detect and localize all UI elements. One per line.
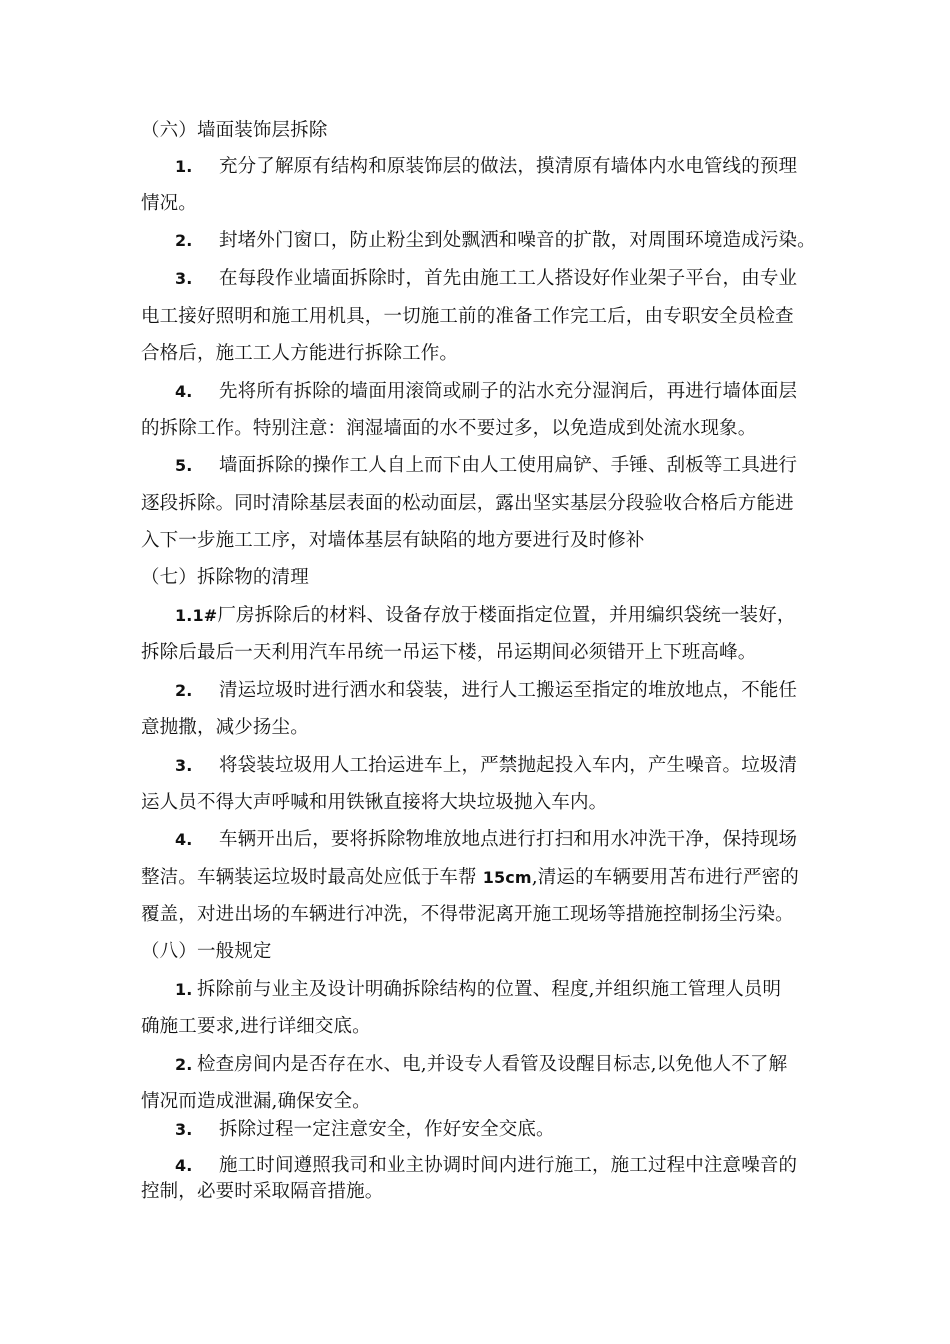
list-item-6-1 [175,154,797,180]
item-number: 2. [175,1055,193,1074]
item-text-continuation: 拆除后最后一天利用汽车吊统一吊运下楼，吊运期间必须错开上下班高峰。 [141,642,757,663]
measurement-value: 15cm [482,868,532,887]
item-text: ,清运的车辆要用苫布进行严密的 [531,867,799,888]
item-number: 2. [175,231,193,250]
section-heading-8: （八）一般规定 [141,941,272,962]
item-text-continuation: 控制，必要时采取隔音措施。 [141,1181,384,1202]
item-text-continuation: 逐段拆除。同时清除基层表面的松动面层，露出坚实基层分段验收合格后方能进 [141,493,794,514]
item-number: 1.1# [175,606,218,625]
list-item-7-3 [175,753,797,779]
item-text: 车辆开出后，要将拆除物堆放地点进行打扫和用水冲洗干净，保持现场 [219,829,798,850]
item-text: 墙面拆除的操作工人自上而下由人工使用扁铲、手锤、刮板等工具进行 [219,455,798,476]
item-text: 整洁。车辆装运垃圾时最高处应低于车帮 [141,867,477,888]
item-text-continuation: 合格后，施工工人方能进行拆除工作。 [141,343,459,364]
list-item-7-4 [175,827,797,853]
item-number: 4. [175,830,193,849]
item-text-continuation: 的拆除工作。特别注意：润湿墙面的水不要过多，以免造成到处流水现象。 [141,418,757,439]
item-number: 4. [175,1156,193,1175]
item-text-continuation: 电工接好照明和施工用机具，一切施工前的准备工作完工后，由专职安全员检查 [141,306,794,327]
list-item-6-3 [175,266,797,292]
item-text: 清运垃圾时进行洒水和袋装，进行人工搬运至指定的堆放地点，不能任 [219,680,798,701]
list-item-7-1 [175,603,796,629]
item-text: 施工时间遵照我司和业主协调时间内进行施工，施工过程中注意噪音的 [219,1155,798,1176]
item-text: 拆除前与业主及设计明确拆除结构的位置、程度,并组织施工管理人员明 [197,979,782,1000]
item-number: 1. [175,980,193,999]
section-heading-6: （六）墙面装饰层拆除 [141,120,328,141]
item-text: 充分了解原有结构和原装饰层的做法，摸清原有墙体内水电管线的预理 [219,156,798,177]
item-text-continuation [141,865,799,891]
item-text: 将袋装垃圾用人工抬运进车上，严禁抛起投入车内，产生噪音。垃圾清 [219,755,798,776]
item-text: 封堵外门窗口，防止粉尘到处飘洒和噪音的扩散，对周围环境造成污染。 [219,230,816,251]
list-item-8-1 [175,977,781,1003]
item-text: 拆除过程一定注意安全，作好安全交底。 [219,1119,555,1140]
list-item-8-3 [175,1117,555,1143]
item-text-continuation: 入下一步施工工序，对墙体基层有缺陷的地方要进行及时修补 [141,530,645,551]
item-number: 4. [175,382,193,401]
item-text: 厂房拆除后的材料、设备存放于楼面指定位置，并用编织袋统一装好， [217,605,796,626]
list-item-6-2 [175,228,816,254]
item-number: 2. [175,681,193,700]
item-text: 先将所有拆除的墙面用滚筒或刷子的沾水充分湿润后，再进行墙体面层 [219,381,798,402]
item-number: 3. [175,1120,193,1139]
section-heading-7: （七）拆除物的清理 [141,567,309,588]
item-number: 1. [175,157,193,176]
item-text-continuation: 运人员不得大声呼喊和用铁锹直接将大块垃圾抛入车内。 [141,792,608,813]
item-text-continuation: 意抛撒，减少扬尘。 [141,717,309,738]
item-text-continuation: 覆盖，对进出场的车辆进行冲洗，不得带泥离开施工现场等措施控制扬尘污染。 [141,904,794,925]
list-item-7-2 [175,678,797,704]
item-text: 检查房间内是否存在水、电,并设专人看管及设醒目标志,以免他人不了解 [197,1054,788,1075]
list-item-8-4 [175,1153,797,1179]
item-number: 3. [175,269,193,288]
item-text-continuation: 情况而造成泄漏,确保安全。 [141,1091,371,1112]
list-item-6-4 [175,379,797,405]
item-text: 在每段作业墙面拆除时，首先由施工工人搭设好作业架子平台，由专业 [219,268,798,289]
list-item-6-5 [175,453,797,479]
item-text-continuation: 情况。 [141,193,197,214]
item-number: 3. [175,756,193,775]
list-item-8-2 [175,1052,787,1078]
item-text-continuation: 确施工要求,进行详细交底。 [141,1016,371,1037]
item-number: 5. [175,456,193,475]
